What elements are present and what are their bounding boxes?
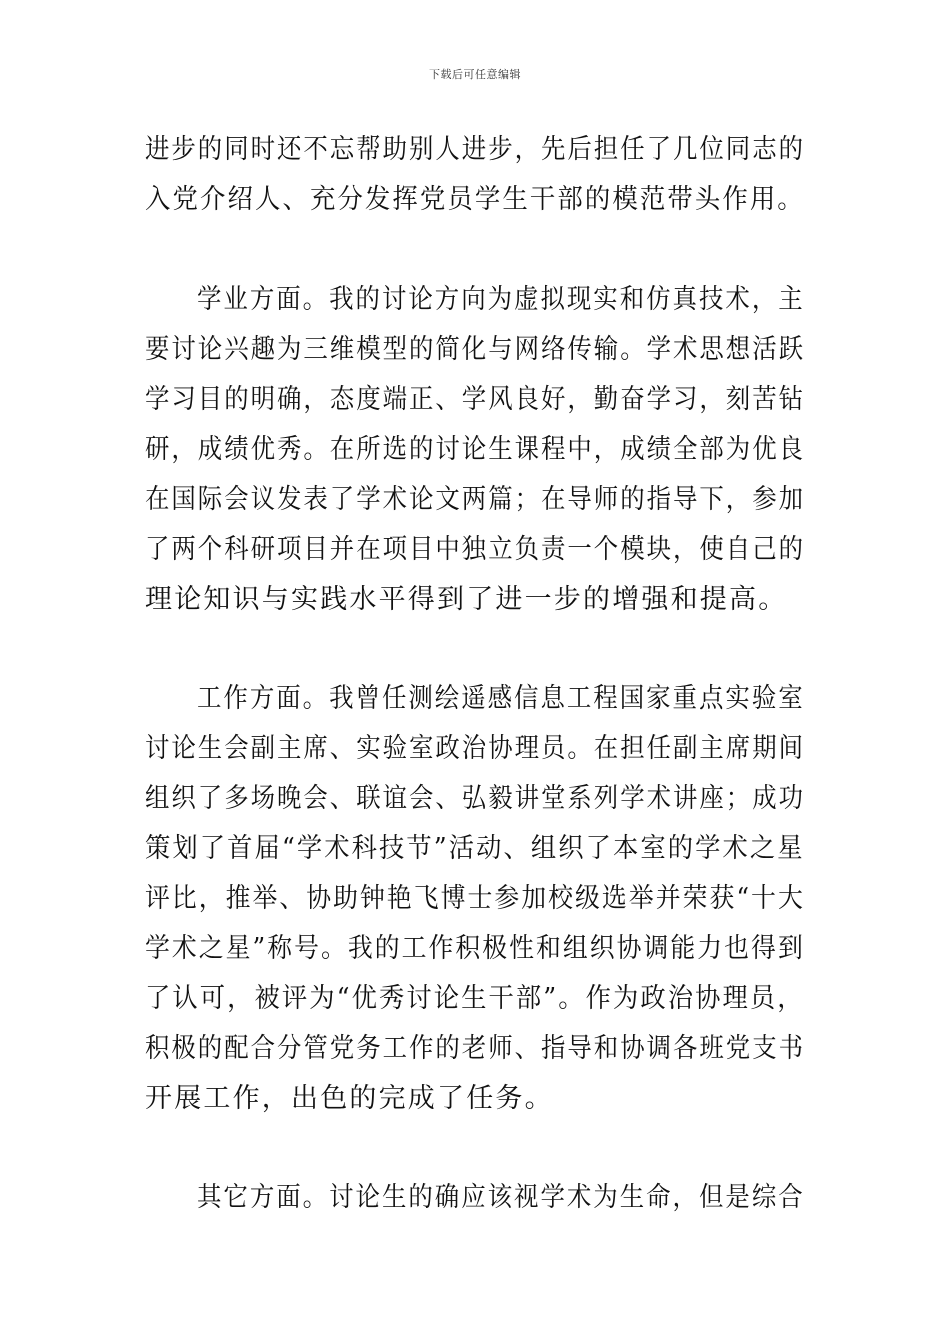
paragraph-line: 了两个科研项目并在项目中独立负责一个模块，使自己的 xyxy=(145,534,805,565)
paragraph-line: 要讨论兴趣为三维模型的简化与网络传输。学术思想活跃 xyxy=(145,334,805,365)
paragraph-line: 其它方面。讨论生的确应该视学术为生命，但是综合 xyxy=(197,1182,805,1213)
paragraph-line: 组织了多场晚会、联谊会、弘毅讲堂系列学术讲座；成功 xyxy=(145,783,805,814)
paragraph-line: 入党介绍人、充分发挥党员学生干部的模范带头作用。 xyxy=(145,184,805,215)
paragraph-line: 在国际会议发表了学术论文两篇；在导师的指导下，参加 xyxy=(145,484,805,515)
paragraph-line: 理论知识与实践水平得到了进一步的增强和提高。 xyxy=(145,584,788,615)
paragraph-line: 进步的同时还不忘帮助别人进步，先后担任了几位同志的 xyxy=(145,134,805,165)
paragraph-line: 学习目的明确，态度端正、学风良好，勤奋学习，刻苦钻 xyxy=(145,384,805,415)
paragraph-line: 策划了首届“学术科技节”活动、组织了本室的学术之星 xyxy=(145,833,805,864)
paragraph-line: 开展工作，出色的完成了任务。 xyxy=(145,1083,554,1114)
paragraph-line: 讨论生会副主席、实验室政治协理员。在担任副主席期间 xyxy=(145,733,805,764)
paragraph-line: 积极的配合分管党务工作的老师、指导和协调各班党支书 xyxy=(145,1033,805,1064)
page-header: 下载后可任意编辑 xyxy=(429,68,521,81)
paragraph-line: 学业方面。我的讨论方向为虚拟现实和仿真技术，主 xyxy=(197,284,805,315)
paragraph-line: 学术之星”称号。我的工作积极性和组织协调能力也得到 xyxy=(145,933,805,964)
paragraph-line: 工作方面。我曾任测绘遥感信息工程国家重点实验室 xyxy=(197,683,805,714)
paragraph-line: 了认可，被评为“优秀讨论生干部”。作为政治协理员， xyxy=(145,983,805,1014)
paragraph-line: 研，成绩优秀。在所选的讨论生课程中，成绩全部为优良 xyxy=(145,434,805,465)
paragraph-line: 评比，推举、协助钟艳飞博士参加校级选举并荣获“十大 xyxy=(145,883,805,914)
